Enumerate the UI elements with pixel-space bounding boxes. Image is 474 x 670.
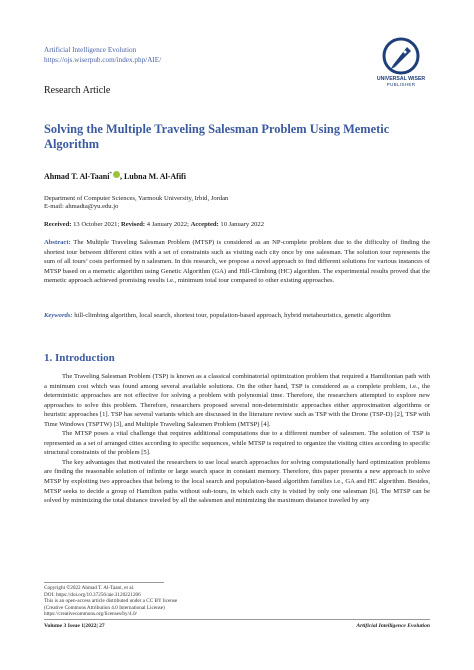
author-line: [44, 171, 186, 181]
journal-url-link[interactable]: https://ojs.wiserpub.com/index.php/AIE/: [44, 55, 162, 64]
author-name[interactable]: Ahmad T. Al-Taani: [44, 172, 110, 181]
accepted-date: 10 January 2022: [220, 221, 265, 228]
paragraph: The MTSP poses a vital challenge that requires additional computations due to a different number of salesmen. The solution of TSP is represented as a set of arranged cities according to specific sequences, while MTSP is required to organize the visiting cities according to specific structural constraints of the problem [5].: [44, 430, 430, 457]
accepted-label: Accepted:: [190, 221, 219, 228]
keywords: [44, 311, 430, 321]
abstract-text: The Multiple Traveling Salesman Problem (MTSP) is considered as an NP-complete problem due to the difficulty of finding the shortest tour between different cities with a set of constraints such as visiting each city once by one salesman. The solution tour represents the sum of all tours’ costs performed by n salesmen. In this research, we propose a novel approach to find different solutions for various instances of MTSP based on a memetic algorithm using Genetic Algorithm (GA) and Hill-Climbing (HC) algorithm. The experimental results proved that the memetic approach achieved promising results i.e., minimum total tour compared to other existing approaches.: [44, 239, 430, 285]
article-title: Solving the Multiple Traveling Salesman Problem Using Memetic Algorithm: [44, 122, 390, 151]
affiliation: [44, 195, 228, 212]
author-separator: ,: [119, 172, 124, 181]
paragraph: The Traveling Salesman Problem (TSP) is known as a classical combinatorial optimization problem that required a Hamiltonian path with a minimum cost which was found among several available solutions. On the other hand, TSP is considered as a complete problem, i.e., the deterministic approaches are not effective for solving a problem with polynomial time. Therefore, the researchers attempted to explore new approaches to solve this problem. Therefore, researchers proposed several non-deterministic approaches either approximation algorithms or heuristic approaches [1]. TSP has several variants which are discussed in the literature review such as TSP with the Drone (TSP-D) [2], TSP with Time Windows (TSPTW) [3], and Multiple Traveling Salesmen Problem (MTSP) [4].: [44, 373, 430, 428]
abstract: [44, 238, 430, 286]
copyright-block: [44, 585, 177, 618]
publisher-name: UNIVERSAL WISER: [376, 76, 426, 82]
footnote-divider: [44, 582, 164, 583]
copyright-line: Copyright ©2022 Ahmad T. Al-Taani, et al.: [44, 585, 135, 591]
abstract-label: Abstract:: [44, 239, 71, 246]
author-email[interactable]: E-mail: ahmadta@yu.edu.jo: [44, 203, 119, 211]
article-type: Research Article: [44, 85, 111, 96]
keywords-label: Keywords:: [44, 312, 73, 319]
section-body: [44, 372, 430, 506]
section-heading: 1. Introduction: [44, 352, 115, 364]
footer-divider: [44, 619, 430, 620]
paragraph: The key advantages that motivated the researchers to use local search approaches for solving computationally hard optimization problems are finding the reasonable solution of infinite or large search space in constant memory. Therefore, this paper presents a new approach to solve MTSP by exploiting two approaches that belong to the local search and population-based algorithm families i.e., GA and HC algorithm. Besides, MTSP seeks to decide a group of Hamilton paths without sub-tours, in which each city is visited by only one salesman [6]. The MTSP can be solved by minimizing the total distance traveled by all the salesmen and minimizing the maximum distance traveled by any: [44, 458, 430, 505]
doi-link[interactable]: DOI: https://doi.org/10.37256/aie.3120221206: [44, 591, 141, 598]
keywords-text: hill-climbing algorithm, local search, shortest tour, population-based approach, hybrid metaheuristics, genetic algorithm: [74, 312, 391, 319]
received-date: 13 October 2021;: [73, 221, 120, 228]
affiliation-line: Department of Computer Sciences, Yarmouk University, Irbid, Jordan: [44, 195, 229, 202]
license-line: (Creative Commons Attribution 4.0 International License): [44, 604, 165, 611]
publisher-logo: [372, 36, 430, 96]
revised-label: Revised:: [120, 221, 146, 228]
author-name[interactable]: Lubna M. Al-Afifi: [123, 172, 186, 181]
revised-date: 4 January 2022;: [146, 221, 189, 228]
pen-nib-icon: [381, 36, 421, 76]
publisher-subtitle: PUBLISHER: [386, 82, 416, 87]
journal-header: [44, 46, 161, 65]
received-label: Received:: [44, 221, 72, 228]
corresponding-mark: *: [109, 172, 112, 177]
orcid-icon[interactable]: [113, 171, 120, 178]
footer-journal-name: Artificial Intelligence Evolution: [356, 623, 430, 629]
article-dates: [44, 221, 264, 228]
license-line: This is an open-access article distributed under a CC BY license: [44, 598, 178, 605]
volume-page-info: Volume 3 Issue 1|2022| 27: [44, 623, 105, 629]
license-link[interactable]: https://creativecommons.org/licenses/by/4.0/: [44, 611, 137, 618]
journal-name: Artificial Intelligence Evolution: [44, 46, 137, 54]
